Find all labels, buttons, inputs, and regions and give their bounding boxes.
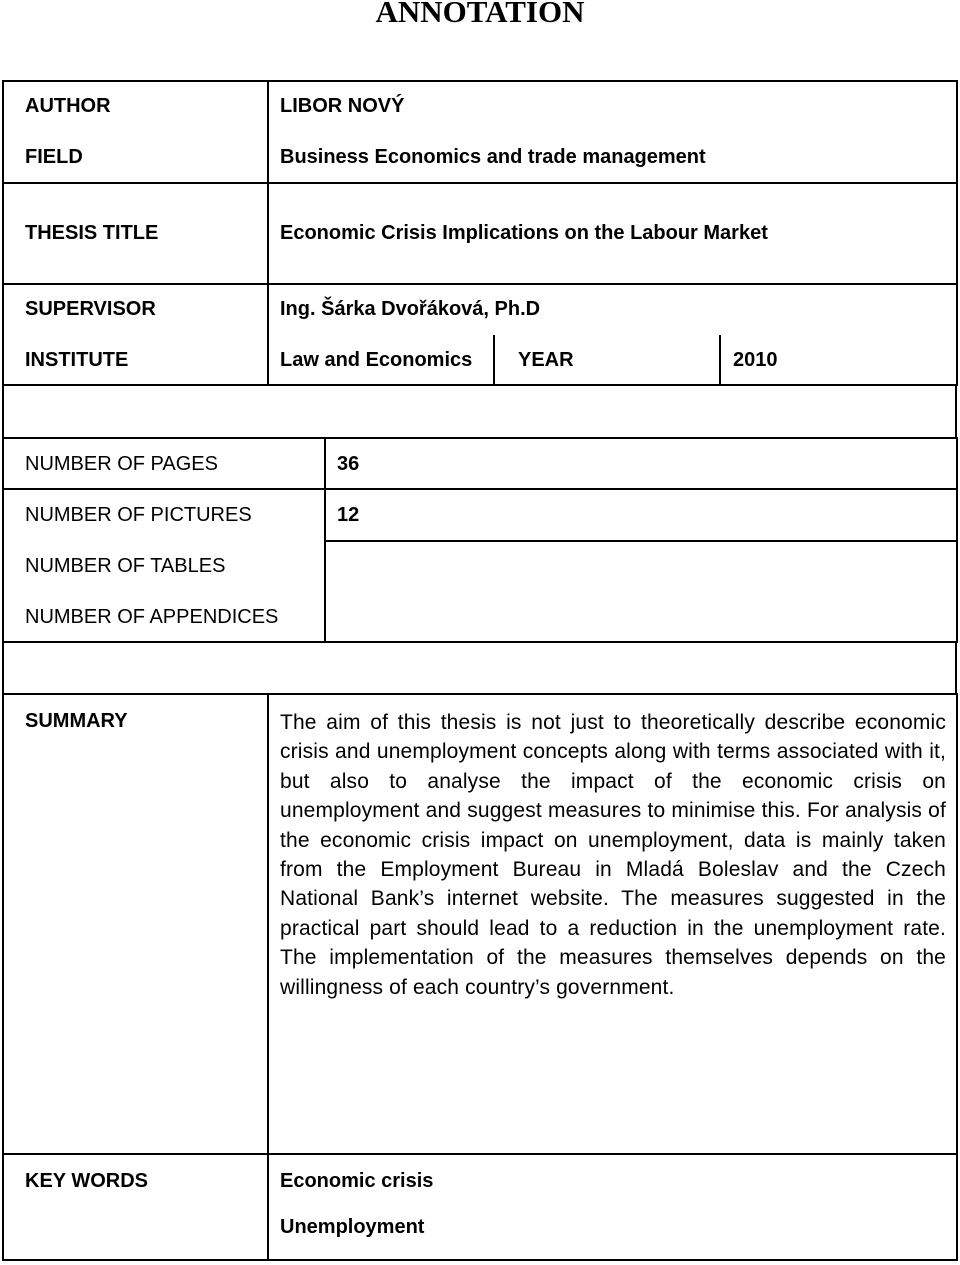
- border-line: [956, 693, 958, 1261]
- field-label: FIELD: [25, 146, 83, 168]
- border-line: [2, 488, 958, 490]
- keywords-label: KEY WORDS: [25, 1170, 148, 1192]
- pictures-label: NUMBER OF PICTURES: [25, 504, 252, 526]
- summary-label: SUMMARY: [25, 710, 128, 732]
- border-line: [955, 643, 957, 695]
- border-line: [719, 335, 721, 386]
- supervisor-value: Ing. Šárka Dvořáková, Ph.D: [280, 298, 541, 320]
- border-line: [2, 80, 958, 82]
- border-line: [956, 80, 958, 386]
- border-line: [493, 335, 495, 386]
- thesis-title-label: THESIS TITLE: [25, 222, 159, 244]
- year-label: YEAR: [518, 349, 574, 371]
- border-line: [2, 437, 958, 439]
- supervisor-label: SUPERVISOR: [25, 298, 156, 320]
- page-title: ANNOTATION: [375, 0, 585, 29]
- institute-label: INSTITUTE: [25, 349, 129, 371]
- border-line: [2, 693, 958, 695]
- border-line: [955, 386, 957, 438]
- author-value: LIBOR NOVÝ: [280, 95, 405, 117]
- tables-label: NUMBER OF TABLES: [25, 555, 226, 577]
- border-line: [2, 182, 958, 184]
- field-value: Business Economics and trade management: [280, 146, 706, 168]
- border-line: [2, 1153, 958, 1155]
- border-line: [2, 283, 958, 285]
- border-line: [956, 437, 958, 643]
- pages-label: NUMBER OF PAGES: [25, 453, 218, 475]
- year-value: 2010: [733, 349, 778, 371]
- pictures-value: 12: [337, 504, 360, 526]
- border-line: [2, 384, 958, 386]
- border-line: [267, 80, 269, 386]
- border-line: [325, 540, 958, 542]
- border-line: [2, 643, 4, 695]
- pages-value: 36: [337, 453, 360, 475]
- border-line: [2, 80, 4, 386]
- summary-text: The aim of this thesis is not just to theoretically describe economic crisis and unemployment concepts along with terms associated with it, but also to analyse the impact of the economic crisis on unemployment and suggest measures to minimise this. For analysis of the economic crisis impact on unemployment, data is mainly taken from the Employment Bureau in Mladá Boleslav and the Czech National Bank’s internet website. The measures suggested in the practical part should lead to a reduction in the unemployment rate. The implementation of the measures themselves depends on the willingness of each country’s government.: [280, 711, 946, 999]
- border-line: [2, 693, 4, 1261]
- border-line: [324, 437, 326, 643]
- border-line: [2, 437, 4, 643]
- appendices-label: NUMBER OF APPENDICES: [25, 606, 279, 628]
- keyword-item: Unemployment: [280, 1216, 425, 1238]
- keyword-item: Economic crisis: [280, 1170, 434, 1192]
- border-line: [2, 1259, 958, 1261]
- institute-value: Law and Economics: [280, 349, 473, 371]
- border-line: [2, 386, 4, 438]
- border-line: [2, 641, 958, 643]
- thesis-title-value: Economic Crisis Implications on the Labour Market: [280, 222, 768, 244]
- author-label: AUTHOR: [25, 95, 111, 117]
- border-line: [267, 693, 269, 1261]
